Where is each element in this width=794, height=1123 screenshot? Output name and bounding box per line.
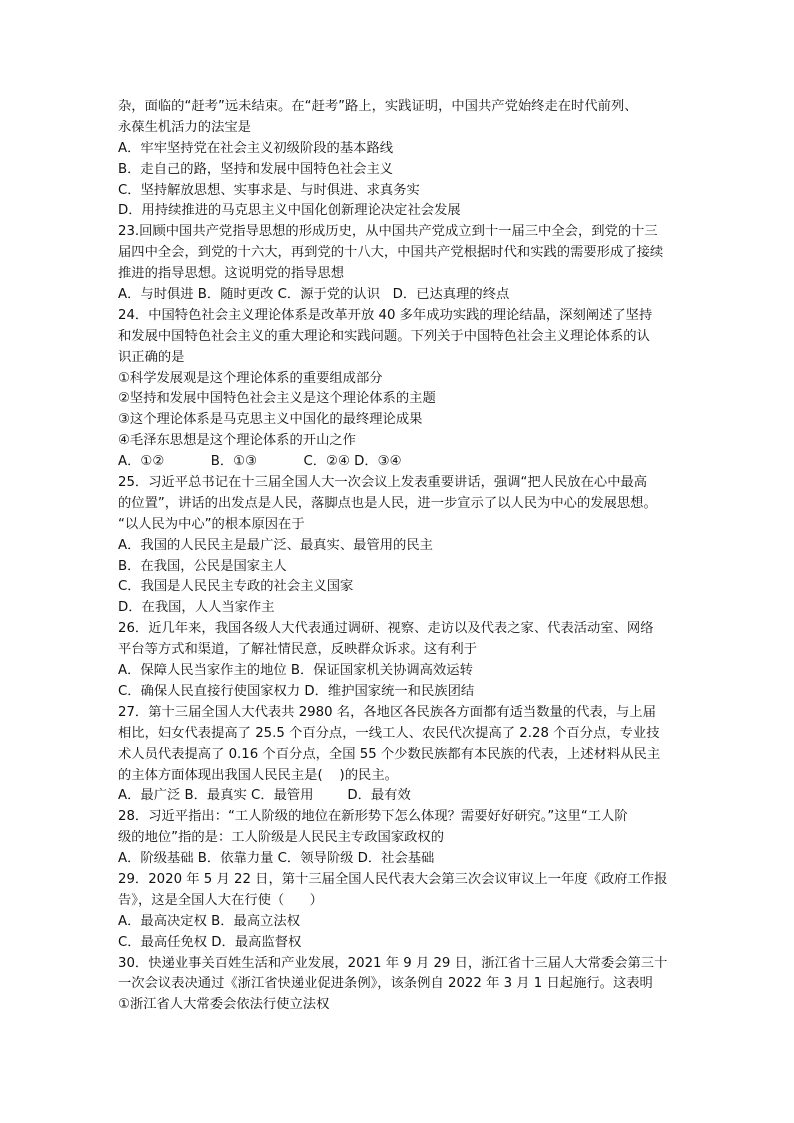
- question-25: 25．习近平总书记在十三届全国人大一次会议上发表重要讲话，强调“把人民放在心中最高: [118, 475, 648, 491]
- option-a: A．我国的人民民主是最广泛、最真实、最管用的民主: [118, 537, 433, 553]
- document-body: [118, 97, 680, 1016]
- text-line: 的主体方面体现出我国人民民主是( )的民主。: [118, 767, 398, 783]
- question-24: 24．中国特色社会主义理论体系是改革开放 40 多年成功实践的理论结晶，深刻阐述了坚持: [118, 307, 653, 323]
- text-line: 届四中全会，到党的十六大，再到党的十八大，中国共产党根据时代和实践的需要形成了接续: [118, 245, 664, 261]
- option-c: C．我国是人民民主专政的社会主义国家: [118, 579, 354, 595]
- text-line: “以人民为中心”的根本原因在于: [118, 516, 305, 532]
- options-28: A．阶级基础 B．依靠力量 C．领导阶级 D．社会基础: [118, 851, 435, 867]
- option-b: B．走自己的路，坚持和发展中国特色社会主义: [118, 161, 394, 177]
- statement-4: ④毛泽东思想是这个理论体系的开山之作: [118, 433, 356, 449]
- text-line: 级的地位”指的是：工人阶级是人民民主专政国家政权的: [118, 830, 445, 846]
- question-26: 26．近几年来，我国各级人大代表通过调研、视察、走访以及代表之家、代表活动室、网络: [118, 621, 654, 637]
- text-line: 相比，妇女代表提高了 25.5 个百分点，一线工人、农民代次提高了 2.28 个百分点，专业技: [118, 725, 660, 741]
- question-27: 27．第十三届全国人大代表共 2980 名，各地区各民族各方面都有适当数量的代表，与上届: [118, 704, 656, 720]
- option-d: D．用持续推进的马克思主义中国化创新理论决定社会发展: [118, 203, 461, 219]
- statement-3: ③这个理论体系是马克思主义中国化的最终理论成果: [118, 412, 423, 428]
- options-26-ab: A．保障人民当家作主的地位 B．保证国家机关协调高效运转: [118, 663, 473, 679]
- text-line: 术人员代表提高了 0.16 个百分点，全国 55 个少数民族都有本民族的代表，上述材料从民主: [118, 746, 661, 762]
- options-23: A．与时俱进 B．随时更改 C．源于党的认识 D．已达真理的终点: [118, 287, 510, 303]
- statement-2: ②坚持和发展中国特色社会主义是这个理论体系的主题: [118, 391, 436, 407]
- option-c: C．坚持解放思想、实事求是、与时俱进、求真务实: [118, 182, 420, 198]
- options-29-cd: C．最高任免权 D．最高监督权: [118, 934, 302, 950]
- statement-1: ①科学发展观是这个理论体系的重要组成部分: [118, 370, 383, 386]
- statement-1: ①浙江省人大常委会依法行使立法权: [118, 997, 330, 1013]
- text-line: 和发展中国特色社会主义的重大理论和实践问题。下列关于中国特色社会主义理论体系的认: [118, 328, 650, 344]
- text-line: 平台等方式和渠道，了解社情民意，反映群众诉求。这有利于: [118, 642, 478, 658]
- text-line: 一次会议表决通过《浙江省快递业促进条例》，该条例自 2022 年 3 月 1 日起施行。这表明: [118, 976, 653, 992]
- text-line: 永葆生机活力的法宝是: [118, 119, 251, 135]
- text-line: 推进的指导思想。这说明党的指导思想: [118, 266, 345, 282]
- option-d: D．在我国，人人当家作主: [118, 600, 275, 616]
- option-a: A．牢牢坚持党在社会主义初级阶段的基本路线: [118, 140, 394, 156]
- question-30: 30．快递业事关百姓生活和产业发展，2021 年 9 月 29 日，浙江省十三届人大常委会第三十: [118, 955, 668, 971]
- question-23: 23.回顾中国共产党指导思想的形成历史，从中国共产党成立到十一届三中全会，到党的十三: [118, 224, 658, 240]
- question-29: 29．2020 年 5 月 22 日，第十三届全国人民代表大会第三次会议审议上一年度《政府工作报: [118, 871, 668, 887]
- option-b: B．在我国，公民是国家主人: [118, 558, 287, 574]
- question-28: 28．习近平指出：“工人阶级的地位在新形势下怎么体现？需要好好研究。”这里“工人阶: [118, 809, 628, 825]
- options-27: A．最广泛 B．最真实 C．最管用 D．最有效: [118, 788, 411, 804]
- text-line: 识正确的是: [118, 349, 185, 365]
- text-line: 杂，面临的“赶考”远未结束。在“赶考”路上，实践证明，中国共产党始终走在时代前列、: [118, 99, 638, 114]
- options-29-ab: A．最高决定权 B．最高立法权: [118, 913, 301, 929]
- options-24: A．①② B．①③ C．②④ D．③④: [118, 454, 402, 470]
- options-26-cd: C．确保人民直接行使国家权力 D．维护国家统一和民族团结: [118, 683, 475, 699]
- text-line: 的位置”，讲话的出发点是人民，落脚点也是人民，进一步宣示了以人民为中心的发展思想。: [118, 495, 657, 511]
- text-line: 告》，这是全国人大在行使（ ）: [118, 892, 323, 908]
